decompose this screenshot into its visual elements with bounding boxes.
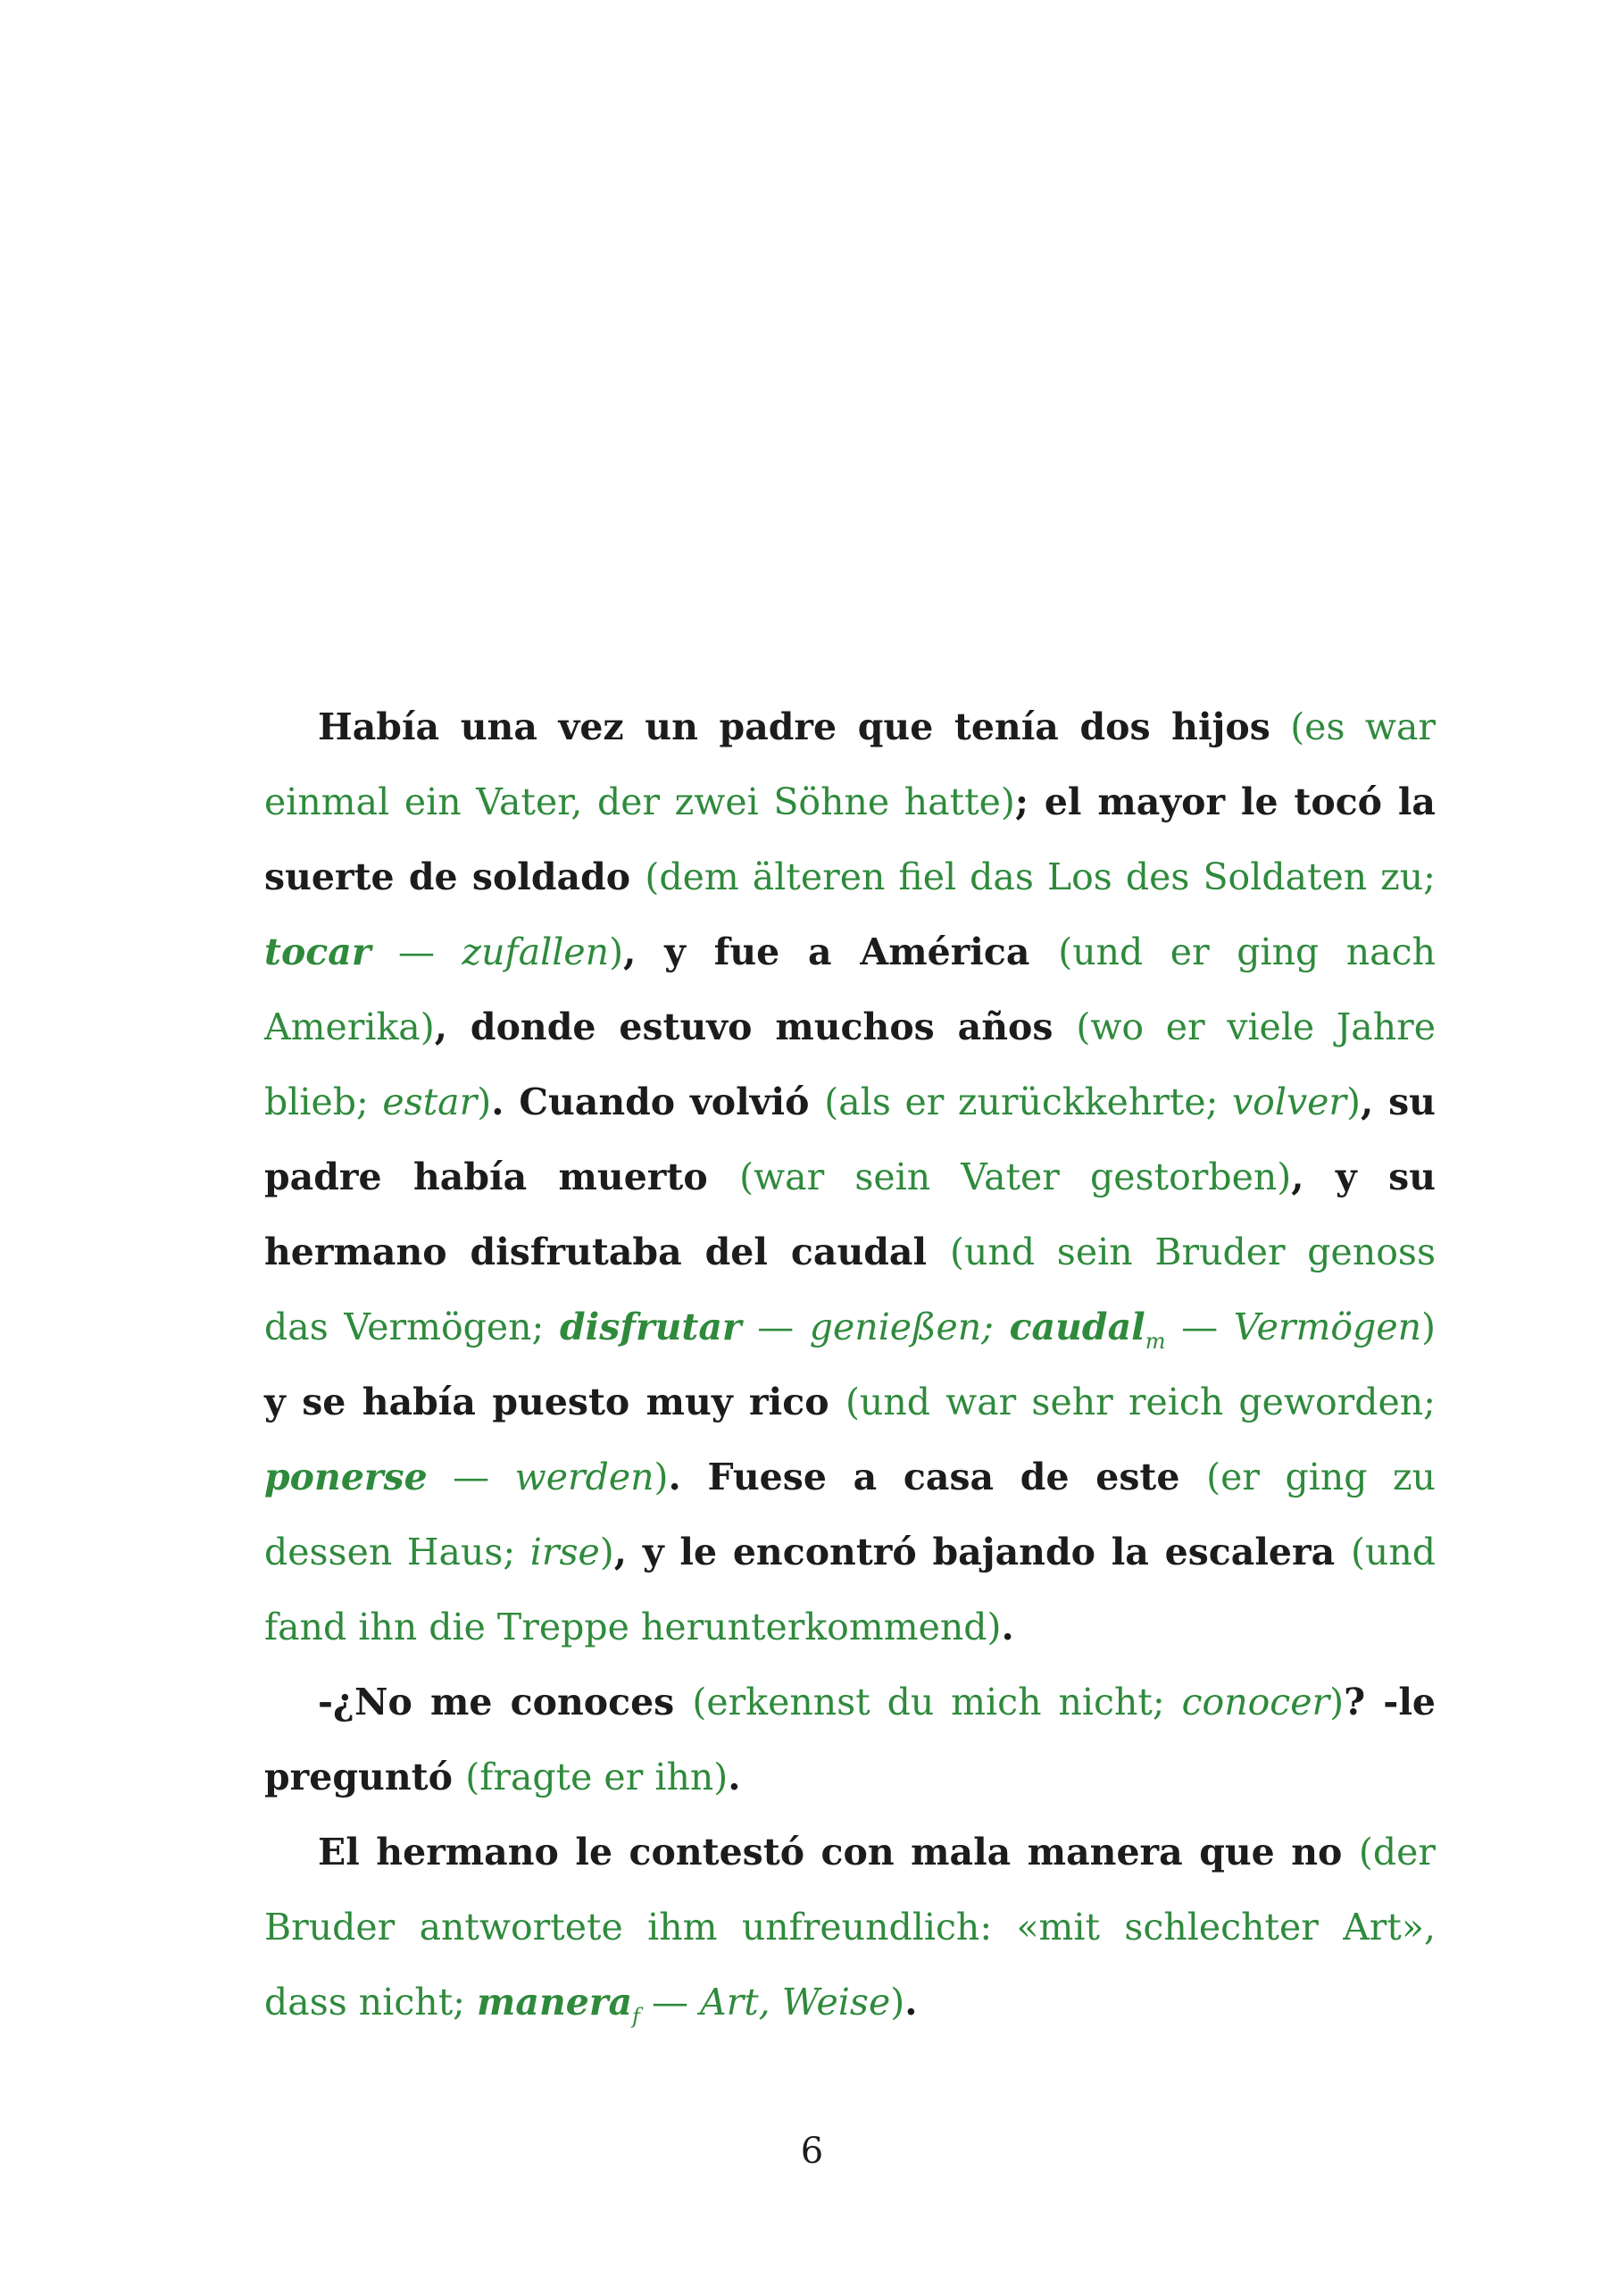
spanish-text: ? -le preguntó — [264, 1681, 1436, 1798]
vocab-headword: disfrutar — [560, 1306, 742, 1348]
spanish-text: , su padre había muerto — [264, 1081, 1436, 1198]
german-gloss: (der Bruder antwortete ihm unfreundlich: «mit schlechter Art», dass nicht; — [264, 1831, 1436, 2023]
german-gloss: — — [427, 1456, 515, 1498]
vocab-headword: caudal — [1009, 1306, 1145, 1348]
german-gloss-gender — [632, 1981, 640, 2029]
gloss-italic: Vermögen — [1233, 1306, 1421, 1348]
paragraph-1 — [264, 689, 1436, 1665]
spanish-text: , y fue a América — [623, 930, 1059, 973]
gloss-italic: Art, Weise — [700, 1981, 891, 2023]
gloss-italic: conocer — [1181, 1681, 1330, 1723]
german-gloss-italic — [1232, 1081, 1346, 1123]
page-number: 6 — [800, 2131, 824, 2172]
gloss-italic: zufallen — [462, 930, 610, 973]
german-gloss-italic — [462, 930, 610, 973]
german-gloss: (er ging zu dessen Haus; — [264, 1456, 1436, 1573]
spanish-text: . — [1001, 1606, 1014, 1648]
german-gloss: ) — [609, 930, 624, 973]
spanish-text: . Cuando volvió — [491, 1081, 825, 1123]
german-gloss-italic — [1234, 1306, 1421, 1348]
spanish-text: El hermano le contestó con mala manera que no — [318, 1831, 1359, 1873]
spanish-text: , donde estuvo muchos años — [434, 1005, 1077, 1048]
german-gloss: ) — [890, 1981, 905, 2023]
german-gloss: ) — [1329, 1681, 1345, 1723]
gloss-italic: werden — [514, 1456, 654, 1498]
german-gloss: ) — [1420, 1306, 1436, 1348]
german-gloss: (fragte er ihn) — [465, 1756, 729, 1798]
german-gloss: (und sein Bruder genoss das Vermögen; — [264, 1231, 1436, 1348]
german-gloss: (es war einmal ein Vater, der zwei Söhne hatte) — [264, 705, 1436, 823]
german-gloss-gender — [1145, 1306, 1166, 1354]
german-gloss-italic — [1182, 1681, 1330, 1723]
gloss-italic: estar — [382, 1081, 478, 1123]
german-gloss-italic — [530, 1531, 600, 1573]
gloss-italic: irse — [529, 1531, 600, 1573]
german-gloss: ) — [1346, 1081, 1361, 1123]
reading-text — [264, 689, 1436, 2040]
german-gloss: (als er zurückkehrte; — [824, 1081, 1232, 1123]
gloss-italic: volver — [1232, 1081, 1346, 1123]
german-gloss-italic — [515, 1456, 654, 1498]
spanish-text: y se había puesto muy rico — [264, 1381, 845, 1423]
german-gloss: (wo er viele Jahre blieb; — [264, 1005, 1436, 1123]
spanish-text: Había una vez un padre que tenía dos hijos — [318, 705, 1270, 748]
german-gloss-headword — [264, 930, 371, 973]
spanish-text: ; el mayor le tocó la suerte de soldado — [264, 780, 1436, 898]
spanish-text: -¿No me conoces — [318, 1681, 693, 1723]
german-gloss-italic — [700, 1981, 890, 2023]
german-gloss: (war sein Vater gestorben) — [739, 1156, 1292, 1198]
spanish-text: . — [904, 1981, 918, 2023]
german-gloss: — — [741, 1306, 810, 1348]
spanish-text: . Fuese a casa de este — [668, 1456, 1207, 1498]
spanish-text: , y su hermano disfrutaba del caudal — [264, 1156, 1436, 1273]
paragraph-2 — [264, 1665, 1436, 1815]
german-gloss: ) — [654, 1456, 669, 1498]
german-gloss-headword — [264, 1456, 428, 1498]
german-gloss: — — [1165, 1306, 1234, 1348]
german-gloss: ) — [477, 1081, 492, 1123]
german-gloss: — — [371, 930, 462, 973]
german-gloss-headword — [1010, 1306, 1145, 1348]
german-gloss: (und er ging nach Amerika) — [264, 930, 1436, 1048]
vocab-headword: ponerse — [264, 1456, 428, 1498]
spanish-text: , y le encontró bajando la escalera — [613, 1531, 1351, 1573]
german-gloss: (und fand ihn die Treppe herunterkommend) — [264, 1531, 1436, 1648]
paragraph-3 — [264, 1815, 1436, 2040]
german-gloss-headword — [560, 1306, 741, 1348]
german-gloss-headword — [477, 1981, 632, 2023]
gender-marker: m — [1145, 1329, 1166, 1354]
german-gloss: (und war sehr reich geworden; — [845, 1381, 1436, 1423]
german-gloss: ) — [599, 1531, 614, 1573]
gender-marker: f — [632, 2004, 640, 2029]
german-gloss: (dem älteren fiel das Los des Soldaten zu; — [645, 855, 1437, 898]
vocab-headword: manera — [477, 1981, 633, 2023]
german-gloss: (erkennst du mich nicht; — [692, 1681, 1182, 1723]
gloss-italic: genießen; — [809, 1306, 1010, 1348]
vocab-headword: tocar — [264, 930, 371, 973]
space — [1270, 705, 1290, 748]
spanish-text: . — [728, 1756, 741, 1798]
german-gloss-italic — [810, 1306, 1010, 1348]
german-gloss: — — [639, 1981, 700, 2023]
german-gloss-italic — [382, 1081, 477, 1123]
